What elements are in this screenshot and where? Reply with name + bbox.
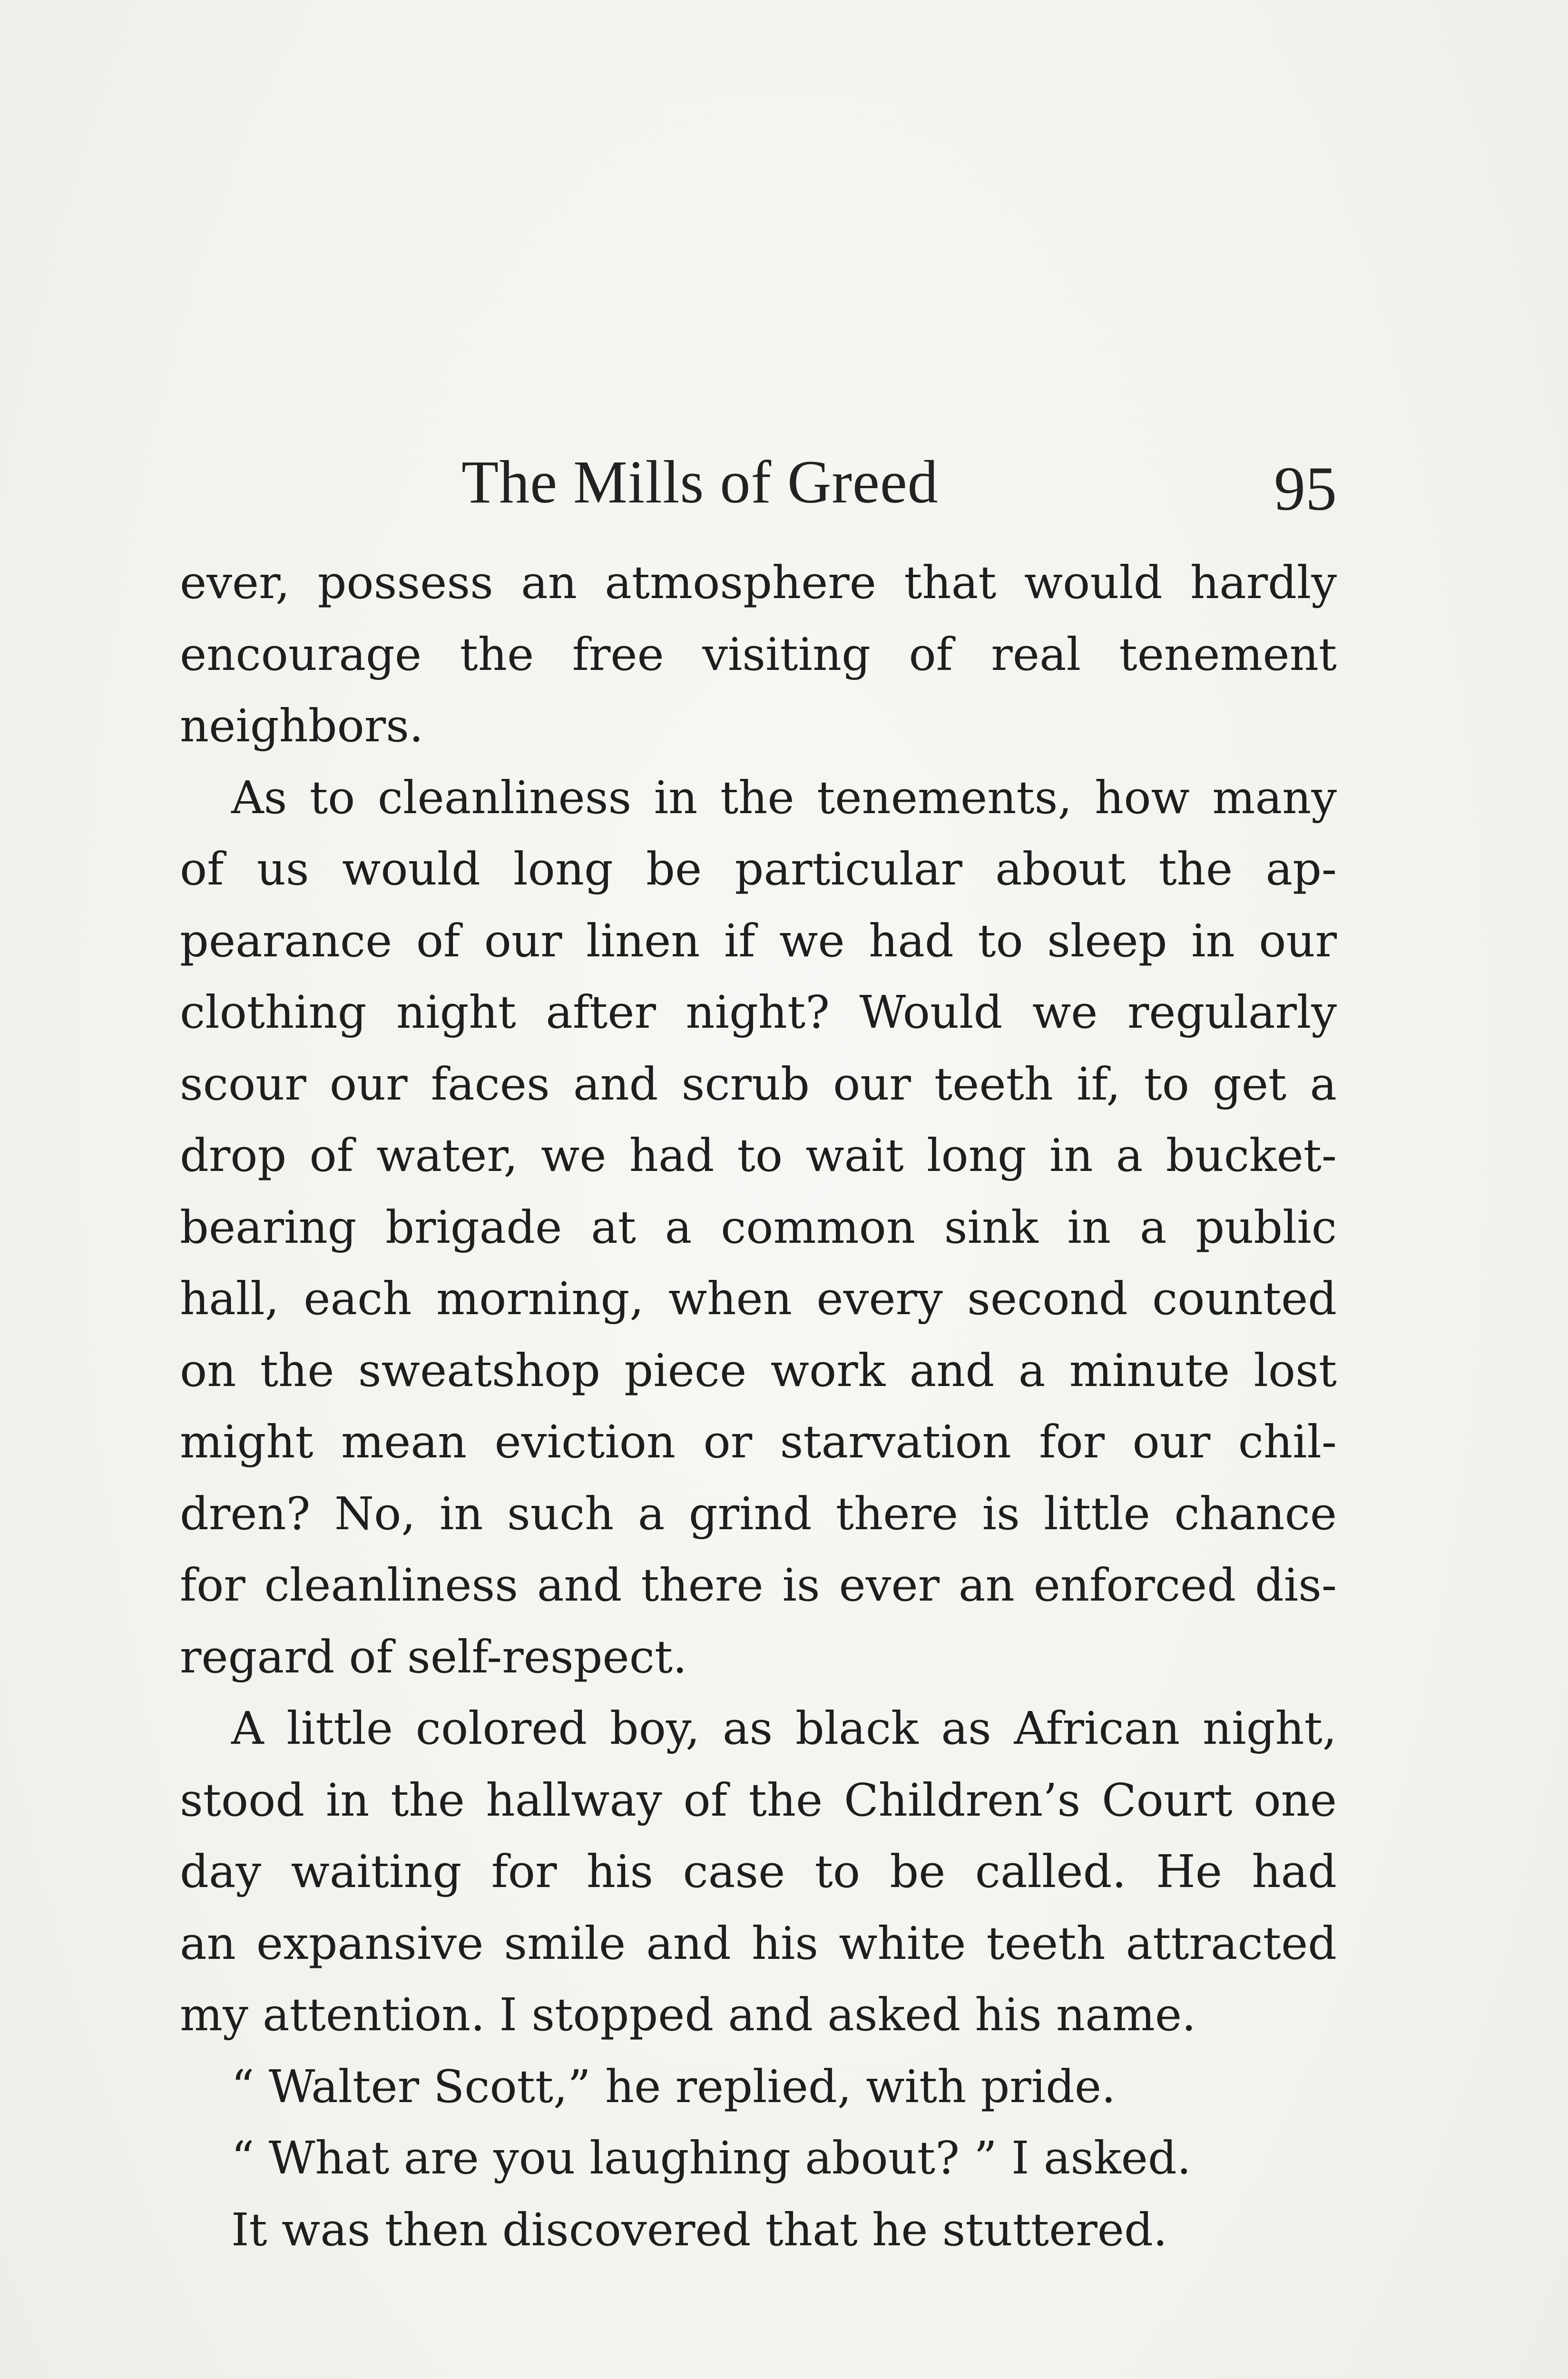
text-line: As to cleanliness in the tenements, how many — [231, 771, 1337, 824]
text-line: pearance of our linen if we had to sleep in our — [180, 914, 1337, 967]
text-line: stood in the hallway of the Children’s Court one — [180, 1774, 1337, 1827]
text-line: scour our faces and scrub our teeth if, to get a — [180, 1058, 1337, 1111]
text-line: my attention. I stopped and asked his name. — [180, 1989, 1196, 2041]
text-line: “ What are you laughing about? ” I asked. — [231, 2132, 1191, 2184]
text-line: drop of water, we had to wait long in a bucket- — [180, 1130, 1337, 1182]
text-line: It was then discovered that he stuttered. — [231, 2203, 1167, 2256]
text-line: ever, possess an atmosphere that would hardly — [180, 557, 1337, 609]
page-number: 95 — [1274, 453, 1337, 523]
body-text — [180, 547, 1337, 2266]
text-line: neighbors. — [180, 700, 424, 752]
text-line: might mean eviction or starvation for our chil- — [180, 1416, 1337, 1468]
text-line: hall, each morning, when every second counted — [180, 1273, 1337, 1325]
running-title: The Mills of Greed — [461, 448, 939, 516]
text-line: of us would long be particular about the ap- — [180, 843, 1337, 895]
text-line: bearing brigade at a common sink in a public — [180, 1201, 1337, 1254]
text-line: A little colored boy, as black as African night, — [231, 1702, 1337, 1755]
page-header — [181, 447, 1337, 523]
text-line: dren? No, in such a grind there is little chance — [180, 1487, 1337, 1540]
text-line: clothing night after night? Would we regularly — [180, 986, 1337, 1039]
text-line: on the sweatshop piece work and a minute lost — [180, 1344, 1337, 1397]
text-line: for cleanliness and there is ever an enforced dis- — [180, 1559, 1337, 1612]
text-line: regard of self-respect. — [180, 1631, 687, 1683]
text-line: day waiting for his case to be called. He had — [180, 1846, 1337, 1898]
text-line: encourage the free visiting of real tenement — [180, 628, 1337, 681]
text-line: an expansive smile and his white teeth attracted — [180, 1917, 1337, 1970]
text-line: “ Walter Scott,” he replied, with pride. — [231, 2060, 1116, 2113]
